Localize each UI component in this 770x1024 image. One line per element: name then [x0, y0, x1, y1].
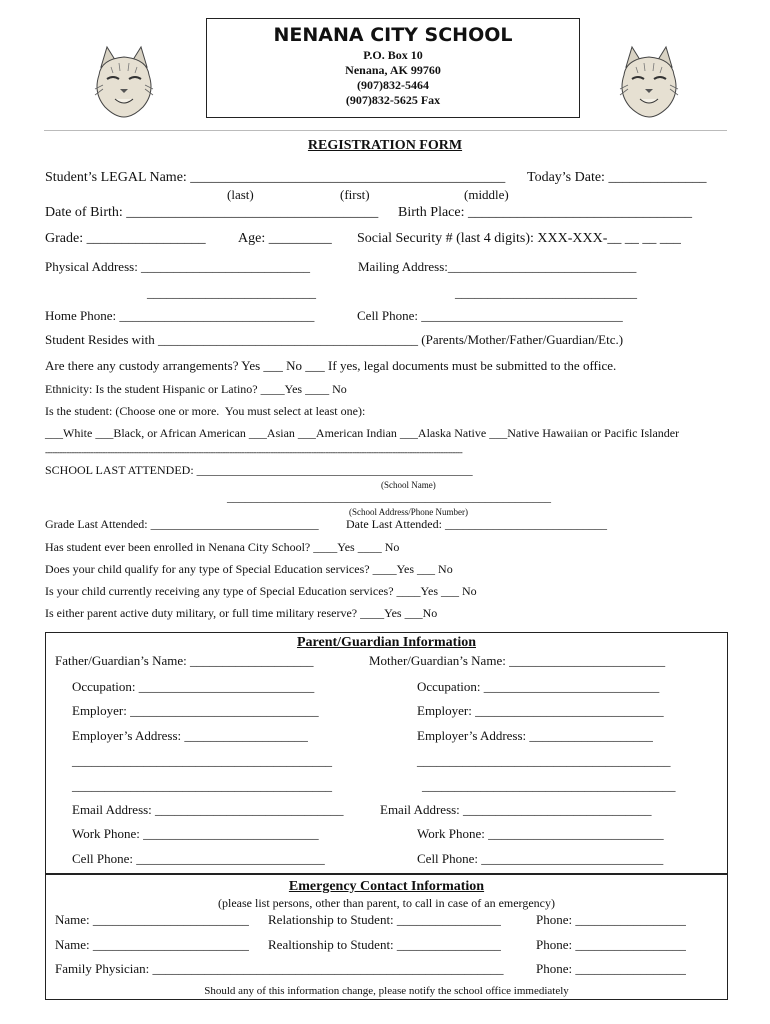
age-field[interactable]: Age: _________: [238, 231, 332, 246]
occupation-left-field[interactable]: Occupation: ___________________________: [72, 679, 315, 694]
cell-phone-field[interactable]: Cell Phone: _______________________________: [357, 308, 623, 323]
race-prompt: Is the student: (Choose one or more. You must select at least one):: [45, 404, 366, 418]
birth-place-field[interactable]: Birth Place: ________________________________: [398, 205, 692, 220]
military-question[interactable]: Is either parent active duty military, or full time military reserve? ____Yes ___No: [45, 606, 438, 620]
enrolled-before-question[interactable]: Has student ever been enrolled in Nenana City School? ____Yes ____ No: [45, 540, 400, 554]
school-name-hint: (School Name): [381, 480, 436, 490]
fax-number: (907)832-5625 Fax: [345, 93, 441, 107]
date-of-birth-field[interactable]: Date of Birth: ____________________________________: [45, 205, 379, 220]
name-hint-last: (last): [227, 187, 254, 202]
employer-address-left-field[interactable]: Employer’s Address: ___________________: [72, 728, 308, 743]
name-hint-middle: (middle): [464, 187, 509, 202]
grade-field[interactable]: Grade: _________________: [45, 231, 206, 246]
mailing-address-line2[interactable]: ____________________________: [455, 285, 637, 300]
address-blank-right-1[interactable]: _______________________________________: [417, 753, 671, 768]
address-blank-left-1[interactable]: ________________________________________: [72, 753, 332, 768]
emergency-phone-1-field[interactable]: Phone: _________________: [536, 912, 686, 927]
ssn-field[interactable]: Social Security # (last 4 digits): XXX-XXX-__ __ __ ___: [357, 231, 681, 246]
cell-phone-left-field[interactable]: Cell Phone: _____________________________: [72, 851, 325, 866]
phone-number: (907)832-5464: [357, 78, 429, 92]
dashed-divider: ------------------------------------------------------------------------------------------------------------------------------------------------------------------------------: [45, 447, 463, 457]
ethnicity-question[interactable]: Ethnicity: Is the student Hispanic or Latino? ____Yes ____ No: [45, 382, 347, 396]
mailing-address-field[interactable]: Mailing Address:_____________________________: [358, 259, 637, 274]
todays-date-field[interactable]: Today’s Date: ______________: [527, 170, 707, 185]
home-phone-field[interactable]: Home Phone: ______________________________: [45, 308, 315, 323]
emergency-subtitle: (please list persons, other than parent, to call in case of an emergency): [218, 896, 555, 910]
employer-address-right-field[interactable]: Employer’s Address: ___________________: [417, 728, 653, 743]
grade-last-attended-field[interactable]: Grade Last Attended: ____________________________: [45, 517, 319, 531]
occupation-right-field[interactable]: Occupation: ___________________________: [417, 679, 660, 694]
form-title: REGISTRATION FORM: [307, 138, 463, 153]
cell-phone-right-field[interactable]: Cell Phone: ____________________________: [417, 851, 664, 866]
physician-phone-field[interactable]: Phone: _________________: [536, 961, 686, 976]
resides-with-field[interactable]: Student Resides with ________________________________________ (Parents/Mother/Father/Guardian/Etc.): [45, 332, 624, 347]
name-hint-first: (first): [340, 187, 370, 202]
employer-left-field[interactable]: Employer: _____________________________: [72, 703, 319, 718]
physical-address-line2[interactable]: __________________________: [147, 285, 316, 300]
emergency-section-title: Emergency Contact Information: [288, 879, 485, 894]
parent-section-title: Parent/Guardian Information: [296, 635, 477, 650]
bobcat-head-icon: [618, 45, 680, 119]
address-blank-right-2[interactable]: _______________________________________: [422, 778, 676, 793]
city-address: Nenana, AK 99760: [345, 63, 441, 77]
special-ed-receiving-question[interactable]: Is your child currently receiving any type of Special Education services? ____Yes ___ No: [45, 584, 477, 598]
emergency-name-2-field[interactable]: Name: ________________________: [55, 937, 249, 952]
bobcat-head-icon: [93, 45, 155, 119]
school-last-attended-field[interactable]: SCHOOL LAST ATTENDED: ______________________________________________: [45, 463, 473, 477]
mother-name-field[interactable]: Mother/Guardian’s Name: ________________________: [369, 653, 666, 668]
work-phone-left-field[interactable]: Work Phone: ___________________________: [72, 826, 319, 841]
employer-right-field[interactable]: Employer: _____________________________: [417, 703, 664, 718]
family-physician-field[interactable]: Family Physician: ______________________________________________________: [55, 961, 504, 976]
footer-note: Should any of this information change, please notify the school office immediately: [204, 985, 569, 997]
work-phone-right-field[interactable]: Work Phone: ___________________________: [417, 826, 664, 841]
email-left-field[interactable]: Email Address: _____________________________: [72, 802, 344, 817]
legal-name-field[interactable]: Student’s LEGAL Name: _____________________________________________: [45, 170, 506, 185]
email-right-field[interactable]: Email Address: _____________________________: [380, 802, 652, 817]
emergency-name-1-field[interactable]: Name: ________________________: [55, 912, 249, 927]
emergency-relationship-2-field[interactable]: Realtionship to Student: ________________: [268, 937, 501, 952]
emergency-phone-2-field[interactable]: Phone: _________________: [536, 937, 686, 952]
race-options[interactable]: ___White ___Black, or African American ___Asian ___American Indian ___Alaska Native ___Native Hawaiian or Pacific Islander: [45, 426, 680, 440]
emergency-relationship-1-field[interactable]: Relationship to Student: ________________: [268, 912, 501, 927]
po-box: P.O. Box 10: [363, 48, 423, 62]
special-ed-qualify-question[interactable]: Does your child qualify for any type of Special Education services? ____Yes ___ No: [45, 562, 453, 576]
father-name-field[interactable]: Father/Guardian’s Name: ___________________: [55, 653, 314, 668]
address-blank-left-2[interactable]: ________________________________________: [72, 778, 332, 793]
date-last-attended-field[interactable]: Date Last Attended: ___________________________: [346, 517, 607, 531]
school-address-line[interactable]: ______________________________________________________: [227, 490, 551, 504]
school-address-hint: (School Address/Phone Number): [349, 507, 468, 517]
school-name: NENANA CITY SCHOOL: [273, 24, 513, 46]
custody-question[interactable]: Are there any custody arrangements? Yes ___ No ___ If yes, legal documents must be submitted to the office.: [45, 358, 617, 373]
header-divider: [44, 130, 727, 131]
physical-address-field[interactable]: Physical Address: __________________________: [45, 259, 311, 274]
